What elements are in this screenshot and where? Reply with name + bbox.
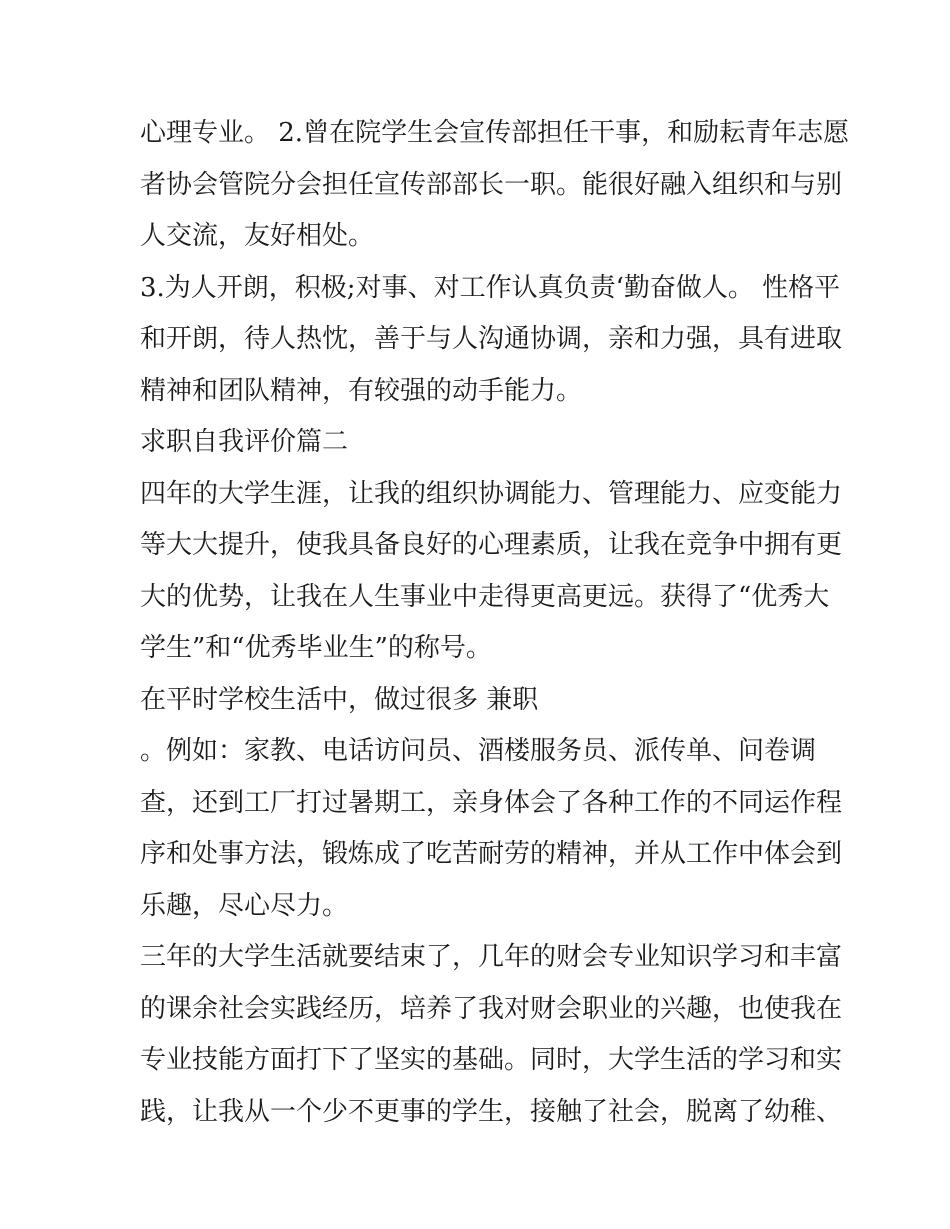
text-line: 精神和团队精神，有较强的动手能力。 (140, 375, 583, 406)
text-line: 专业技能方面打下了坚实的基础。同时，大学生活的学习和实 (140, 1045, 843, 1075)
text-line: 。例如：家教、电话访问员、酒楼服务员、派传单、问卷调 (140, 736, 817, 766)
text-line: 序和处事方法，锻炼成了吃苦耐劳的精神，并从工作中体会到 (140, 839, 843, 869)
body-text (140, 108, 850, 1138)
text-line: 三年的大学生活就要结束了，几年的财会专业知识学习和丰富 (140, 942, 843, 972)
text-line: 在平时学校生活中，做过很多 兼职 (140, 684, 539, 715)
text-line: 心理专业。 2.曾在院学生会宣传部担任干事，和励耘青年志愿 (140, 118, 850, 148)
section-heading: 求职自我评价篇二 (140, 427, 349, 457)
text-line: 乐趣，尽心尽力。 (140, 890, 349, 921)
text-line: 人交流，友好相处。 (140, 221, 375, 251)
text-line: 的课余社会实践经历，培养了我对财会职业的兴趣，也使我在 (140, 993, 843, 1024)
text-line: 大的优势，让我在人生事业中走得更高更远。获得了“优秀大 (140, 581, 830, 612)
text-line: 者协会管院分会担任宣传部部长一职。能很好融入组织和与别 (140, 169, 843, 200)
text-line: 践，让我从一个少不更事的学生，接触了社会，脱离了幼稚、 (140, 1096, 843, 1127)
text-line: 3.为人开朗，积极;对事、对工作认真负责‘勤奋做人。 性格平 (140, 272, 841, 303)
text-line: 学生”和“优秀毕业生”的称号。 (140, 633, 492, 663)
text-line: 查，还到工厂打过暑期工，亲身体会了各种工作的不同运作程 (140, 787, 843, 818)
text-line: 等大大提升，使我具备良好的心理素质，让我在竞争中拥有更 (140, 530, 843, 560)
text-line: 和开朗，待人热忱，善于与人沟通协调，亲和力强，具有进取 (140, 324, 843, 354)
text-line: 四年的大学生涯，让我的组织协调能力、管理能力、应变能力 (140, 478, 843, 509)
